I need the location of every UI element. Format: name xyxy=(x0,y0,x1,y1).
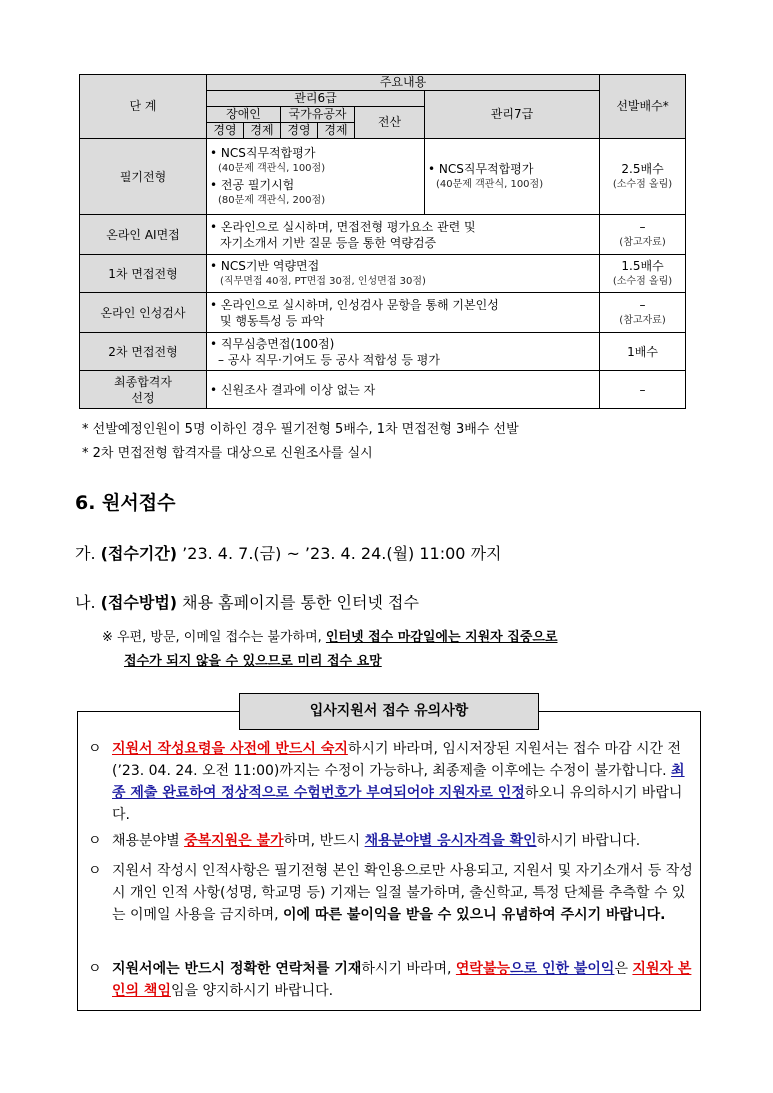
interview-2-l2: – 공사 직무·기여도 등 공사 적합성 등 평가 xyxy=(218,352,440,367)
stage-ai-interview: 온라인 AI면접 xyxy=(80,215,207,255)
item4-e: 은 xyxy=(614,961,633,977)
method-text: 채용 홈페이지를 통한 인터넷 접수 xyxy=(177,593,419,612)
personality-ratio-l2: (참고자료) xyxy=(619,314,666,326)
written-grade6-l2: (40문제 객관식, 100점) xyxy=(218,162,326,174)
written-ratio xyxy=(600,139,686,215)
ai-ratio-l1: – xyxy=(639,219,646,234)
header-stage: 단 계 xyxy=(80,75,207,139)
table-row xyxy=(80,139,686,215)
ai-ratio-l2: (참고자료) xyxy=(619,236,666,248)
item4-g: 임을 양지하시기 바랍니다. xyxy=(170,983,334,999)
period-label: (접수기간) xyxy=(100,544,178,563)
interview-1-ratio-l1: 1.5배수 xyxy=(621,258,664,273)
interview-2-l1: • 직무심층면접(100점) xyxy=(210,336,335,351)
written-ratio-l2: (소수점 올림) xyxy=(612,178,673,190)
item1-b: 하시기 바라며, 임시저장된 지원서는 접수 마감 시간 전(’23. 04. 24. 오전 11:00)까지는 수정이 가능하나, 최종제출 이후에는 수정이 불가합니다. xyxy=(112,741,682,779)
stage-interview-1: 1차 면접전형 xyxy=(80,255,207,293)
written-grade7-content xyxy=(425,139,600,215)
table-row xyxy=(80,255,686,293)
personality-ratio-l1: – xyxy=(639,297,646,312)
header-it: 전산 xyxy=(355,107,425,139)
final-content: • 신원조사 결과에 이상 없는 자 xyxy=(207,371,600,409)
application-method xyxy=(75,590,419,613)
table-row xyxy=(80,333,686,371)
header-econ-2: 경제 xyxy=(318,123,355,139)
method-note-a: ※ 우편, 방문, 이메일 접수는 불가하며, xyxy=(102,630,326,645)
notice-item-1 xyxy=(88,738,696,826)
interview-1-l1: • NCS기반 역량면접 xyxy=(210,258,320,273)
item4-b: 하시기 바라며, xyxy=(361,961,456,977)
method-note-b: 인터넷 접수 마감일에는 지원자 집중으로 xyxy=(325,630,558,645)
table-row xyxy=(80,371,686,409)
written-grade6-l3: • 전공 필기시험 xyxy=(210,177,295,192)
table-row xyxy=(80,293,686,333)
application-period xyxy=(75,541,501,564)
notice-item-4 xyxy=(88,958,696,1002)
method-note xyxy=(102,626,702,674)
header-econ-1: 경제 xyxy=(244,123,281,139)
notice-box-title: 입사지원서 접수 유의사항 xyxy=(239,693,539,730)
header-ratio: 선발배수* xyxy=(600,75,686,139)
stage-final xyxy=(80,371,207,409)
item1-d: 하오니 유의하시기 바랍니다. xyxy=(112,785,683,823)
item2-d: 채용분야별 응시자격을 확인 xyxy=(364,833,537,849)
interview-2-content xyxy=(207,333,600,371)
ai-interview-l1: • 온라인으로 실시하며, 면접전형 평가요소 관련 및 xyxy=(210,219,476,234)
interview-2-ratio: 1배수 xyxy=(600,333,686,371)
period-text: ’23. 4. 7.(금) ~ ’23. 4. 24.(월) 11:00 까지 xyxy=(177,544,502,563)
ai-interview-content xyxy=(207,215,600,255)
item2-a: 채용분야별 xyxy=(112,833,185,849)
notice-box xyxy=(77,711,701,1011)
header-veteran: 국가유공자 xyxy=(281,107,355,123)
interview-1-l2: (직무면접 40점, PT면접 30점, 인성면접 30점) xyxy=(220,275,426,287)
personality-l1: • 온라인으로 실시하며, 인성검사 문항을 통해 기본인성 xyxy=(210,297,499,312)
personality-l2: 및 행동특성 등 파악 xyxy=(220,313,325,328)
item4-c: 연락불능 xyxy=(455,961,511,977)
written-grade6-content xyxy=(207,139,425,215)
bullet-icon: ㅇ xyxy=(88,741,102,757)
method-label: (접수방법) xyxy=(100,593,178,612)
note-1: * 선발예정인원이 5명 이하인 경우 필기전형 5배수, 1차 면접전형 3배수 선발 xyxy=(82,422,519,437)
interview-1-ratio xyxy=(600,255,686,293)
interview-1-ratio-l2: (소수점 올림) xyxy=(612,275,673,287)
notice-item-3 xyxy=(88,860,696,926)
bullet-icon: ㅇ xyxy=(88,833,102,849)
table-row xyxy=(80,215,686,255)
item1-a: 지원서 작성요령을 사전에 반드시 숙지 xyxy=(112,741,348,757)
period-prefix: 가. xyxy=(75,544,101,563)
ai-interview-l2: 자기소개서 기반 질문 등을 통한 역량검증 xyxy=(220,235,437,250)
stage-final-l1: 최종합격자 xyxy=(114,374,172,389)
item2-c: 하며, 반드시 xyxy=(283,833,365,849)
notice-item-2 xyxy=(88,830,696,852)
header-grade7: 관리7급 xyxy=(425,91,600,139)
written-grade7-l2: (40문제 객관식, 100점) xyxy=(436,178,544,190)
bullet-icon: ㅇ xyxy=(88,863,102,879)
header-disabled: 장애인 xyxy=(207,107,281,123)
written-grade7-l1: • NCS직무적합평가 xyxy=(428,161,534,176)
header-main: 주요내용 xyxy=(207,75,600,91)
method-prefix: 나. xyxy=(75,593,101,612)
interview-1-content xyxy=(207,255,600,293)
header-biz-2: 경영 xyxy=(281,123,318,139)
table-notes xyxy=(82,418,519,466)
item1-c: 최종 제출 완료하여 정상적으로 수험번호가 부여되어야 지원자로 인정 xyxy=(112,763,685,801)
item2-e: 하시기 바랍니다. xyxy=(536,833,641,849)
personality-content xyxy=(207,293,600,333)
note-2: * 2차 면접전형 합격자를 대상으로 신원조사를 실시 xyxy=(82,446,373,461)
method-note-c: 접수가 되지 않을 수 있으므로 미리 접수 요망 xyxy=(124,654,382,669)
item4-f: 지원자 본인의 책임 xyxy=(112,961,692,999)
personality-ratio xyxy=(600,293,686,333)
item2-b: 중복지원은 불가 xyxy=(184,833,284,849)
header-grade6: 관리6급 xyxy=(207,91,425,107)
stage-interview-2: 2차 면접전형 xyxy=(80,333,207,371)
item4-a: 지원서에는 반드시 정확한 연락처를 기재 xyxy=(112,961,362,977)
final-ratio: – xyxy=(600,371,686,409)
written-grade6-l4: (80문제 객관식, 200점) xyxy=(218,194,326,206)
stage-personality: 온라인 인성검사 xyxy=(80,293,207,333)
header-biz-1: 경영 xyxy=(207,123,244,139)
ai-interview-ratio xyxy=(600,215,686,255)
stage-written: 필기전형 xyxy=(80,139,207,215)
bullet-icon: ㅇ xyxy=(88,961,102,977)
written-ratio-l1: 2.5배수 xyxy=(621,161,664,176)
section-title: 6. 원서접수 xyxy=(75,492,176,514)
stage-final-l2: 선정 xyxy=(131,390,155,405)
item4-d: 으로 인한 불이익 xyxy=(510,961,615,977)
item3-a: 지원서 작성시 인적사항은 필기전형 본인 확인용으로만 사용되고, 지원서 및 자기소개서 등 작성 시 개인 인적 사항(성명, 학교명 등) 기재는 일절 불가하며, 출신학교, 특정 단체를 추측할 수 있는 이메일 사용을 금지하며, xyxy=(112,863,693,923)
item3-b: 이에 따른 불이익을 받을 수 있으니 유념하여 주시기 바랍니다. xyxy=(283,907,666,923)
written-grade6-l1: • NCS직무적합평가 xyxy=(210,145,316,160)
selection-stages-table xyxy=(79,74,686,409)
